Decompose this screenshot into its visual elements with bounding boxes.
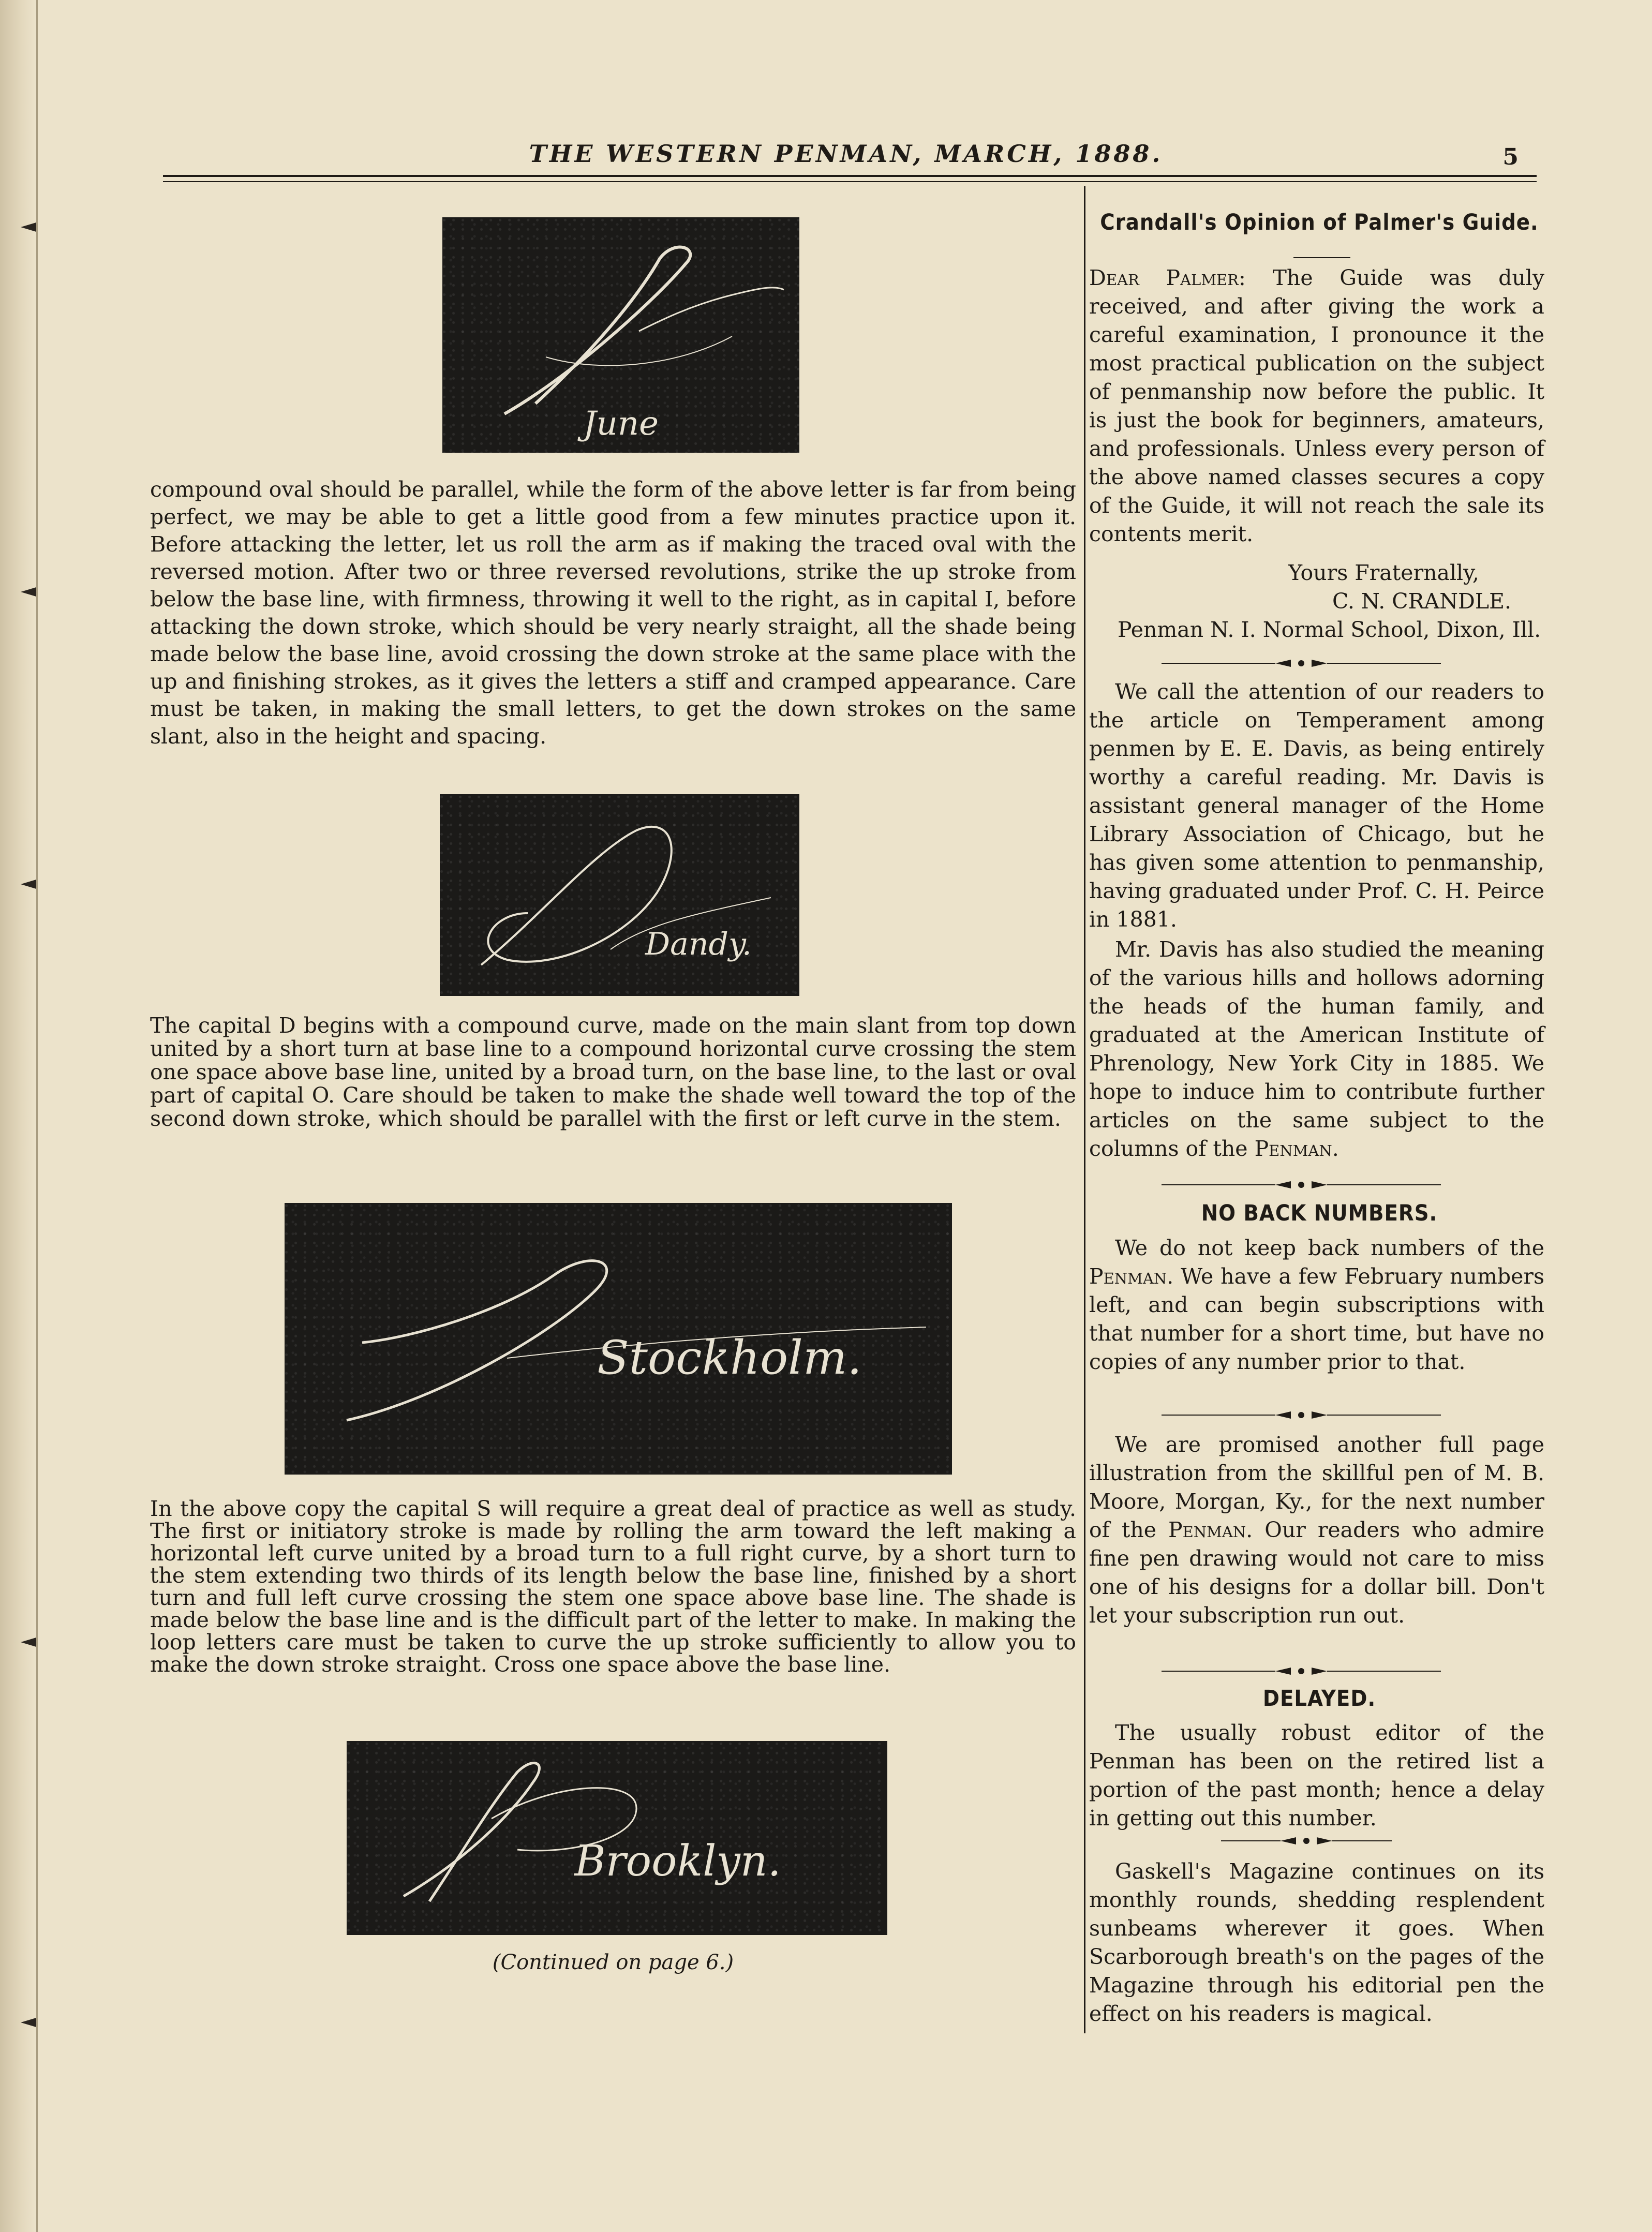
penman-name: Penman.: [1168, 1517, 1253, 1542]
article-paragraph: The capital D begins with a compound curve, made on the main slant from top down united by a short turn at base line to a compound horizontal curve crossing the stem one space above base line, united by a broad turn, on the base line, to the last or oval part of capital O. Care should be taken to make the shade well toward the top of the second down stroke, which should be parallel with the first or left curve in the stem.: [150, 1013, 1076, 1131]
article-paragraph: We call the attention of our readers to the article on Temperament among penmen by E. E. Davis, as being entirely worthy a careful reading. Mr. Davis is assistant general manager of the Home Library Association of Chicago, but he has given some attention to penmanship, having graduated under Prof. C. H. Peirce in 1881.: [1089, 679, 1544, 932]
article-paragraph: [1089, 264, 1544, 548]
column-divider: [1084, 186, 1085, 2033]
flourish-image: [442, 217, 799, 453]
ornamental-separator: [1162, 658, 1441, 668]
salutation: Dear Palmer:: [1089, 265, 1246, 290]
svg-text:Brooklyn.: Brooklyn.: [574, 1837, 781, 1886]
article-paragraph: compound oval should be parallel, while the form of the above letter is far from being perfect, we may be able to get a little good from a few minutes practice upon it. Before attacking the letter, let us roll the arm as if making the traced oval with the reversed motion. After two or three reversed revolutions, strike the up stroke from below the base line, with firmness, throwing it well to the right, as in capital I, before attacking the down stroke, which should be very nearly straight, all the shade being made below the base line, avoid crossing the down stroke at the same place with the up and finishing strokes, as it gives the letters a stiff and cramped appearance. Care must be taken, in making the small letters, to get the down strokes on the same slant, also in the height and spacing.: [150, 477, 1076, 749]
ornamental-separator: [1221, 1836, 1392, 1846]
article-title: NO BACK NUMBERS.: [1201, 1200, 1438, 1226]
closing: Yours Fraternally,: [1288, 560, 1479, 585]
article-paragraph: [1089, 935, 1544, 1163]
affiliation: Penman N. I. Normal School, Dixon, Ill.: [1118, 617, 1541, 642]
article-body: We are promised another full page illustration from the skillful pen of M. B. Moore, Morgan, Ky., for the next number of the: [1089, 1432, 1544, 1542]
flourish-image: [347, 1741, 887, 1935]
specimen-stockholm: [285, 1203, 952, 1475]
page-number: 5: [1502, 144, 1519, 170]
article-paragraph: [1089, 1234, 1544, 1376]
specimen-brooklyn: [347, 1741, 887, 1935]
flourish-image: [440, 794, 799, 996]
article-body: The Guide was duly received, and after giving the work a careful examination, I pronounce it the most practical publication on the subject of penmanship now before the public. It is just the book for beginners, amateurs, and professionals. Unless every person of the above named classes secures a copy of the Guide, it will not reach the sale its contents merit.: [1089, 265, 1544, 546]
continued-note: (Continued on page 6.): [492, 1951, 734, 1974]
article-body: Our readers who admire fine pen drawing would not care to miss one of his designs for a dollar bill. Don't let your subscription run out.: [1089, 1517, 1544, 1628]
penman-name: Penman.: [1254, 1136, 1339, 1161]
ornamental-separator: [1162, 1666, 1441, 1676]
page-title: THE WESTERN PENMAN, MARCH, 1888.: [529, 140, 1163, 168]
specimen-dandy: [440, 794, 799, 996]
page-header: [163, 140, 1529, 171]
specimen-june: [442, 217, 799, 453]
page-binding-edge: [0, 0, 38, 2232]
svg-text:June: June: [583, 405, 659, 443]
article-title: Crandall's Opinion of Palmer's Guide.: [1100, 210, 1539, 235]
article-body: We have a few February numbers left, and can begin subscriptions with that number for a short time, but have no copies of any number prior to that.: [1089, 1264, 1544, 1374]
signature: C. N. CRANDLE.: [1332, 589, 1512, 614]
title-rule: [1293, 257, 1350, 258]
article-paragraph: The usually robust editor of the Penman has been on the retired list a portion of the past month; hence a delay in getting out this number.: [1089, 1720, 1544, 1831]
article-body: Mr. Davis has also studied the meaning of the various hills and hollows adorning the heads of the human family, and graduated at the American Institute of Phrenology, New York City in 1885. We hope to induce him to contribute further articles on the same subject to the columns of the: [1089, 937, 1544, 1161]
article-paragraph: In the above copy the capital S will require a great deal of practice as well as study. The first or initiatory stroke is made by rolling the arm toward the left making a horizontal left curve united by a broad turn to a full right curve, by a short turn to the stem extending two thirds of its length below the base line, finished by a short turn and full left curve crossing the stem one space above base line. The shade is made below the base line and is the difficult part of the letter to make. In making the loop letters care must be taken to curve the up stroke sufficiently to allow you to make the down stroke straight. Cross one space above the base line.: [150, 1496, 1076, 1677]
article-paragraph: [1089, 1431, 1544, 1630]
header-rule: [163, 175, 1537, 177]
flourish-image: [285, 1203, 952, 1475]
header-rule: [163, 181, 1537, 182]
ornamental-separator: [1162, 1180, 1441, 1190]
article-title: DELAYED.: [1262, 1686, 1376, 1712]
penman-name: Penman.: [1089, 1264, 1174, 1289]
article-body: We do not keep back numbers of the: [1115, 1236, 1544, 1260]
svg-text:Dandy.: Dandy.: [645, 926, 752, 962]
ornamental-separator: [1162, 1410, 1441, 1420]
svg-text:Stockholm.: Stockholm.: [597, 1331, 862, 1385]
article-paragraph: Gaskell's Magazine continues on its monthly rounds, shedding resplendent sunbeams wherever it goes. When Scarborough breath's on the pages of the Magazine through his editorial pen the effect on his readers is magical.: [1089, 1859, 1544, 2026]
